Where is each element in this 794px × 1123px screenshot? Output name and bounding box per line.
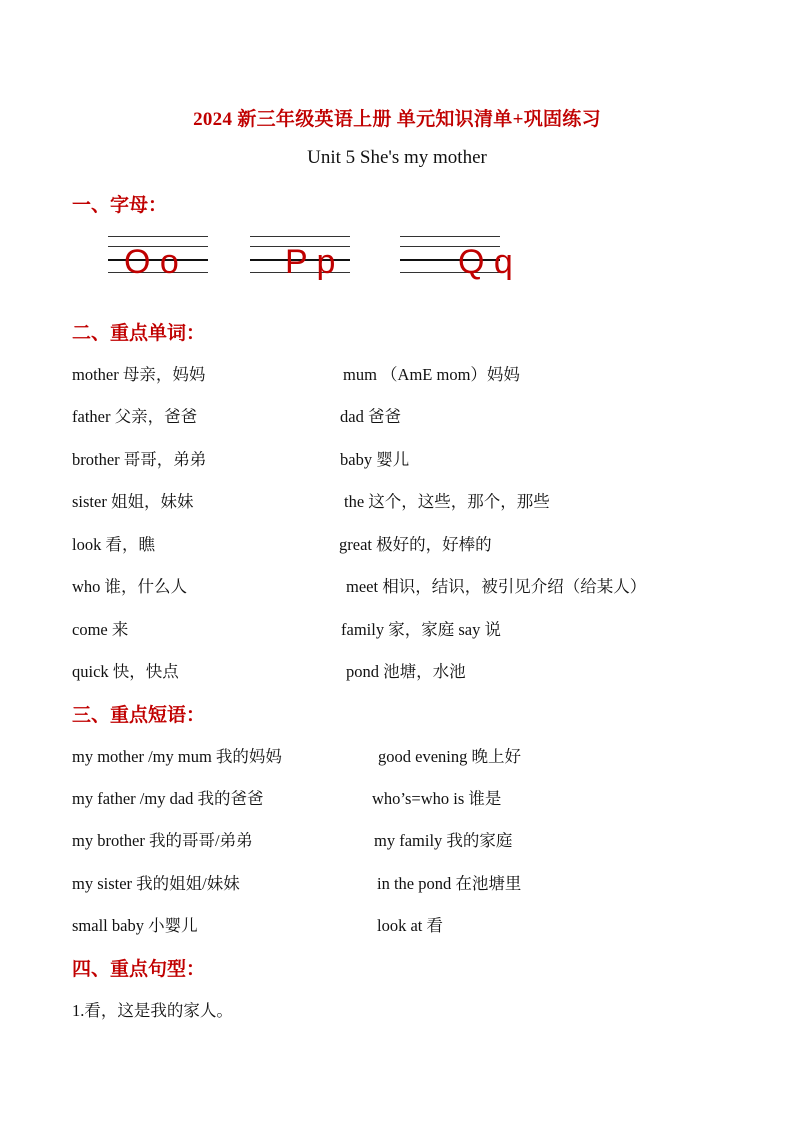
letter-glyphs: P p xyxy=(285,243,336,281)
word-right: the 这个，这些，那个，那些 xyxy=(344,492,550,511)
phrase-right: good evening 晚上好 xyxy=(378,747,521,766)
word-right: dad 爸爸 xyxy=(340,407,401,426)
phrase-left: my mother /my mum 我的妈妈 xyxy=(72,747,282,766)
letter-glyphs: O o xyxy=(124,243,179,281)
word-left: who 谁，什么人 xyxy=(72,577,188,596)
word-right: meet 相识，结识，被引见介绍（给某人） xyxy=(346,577,647,596)
sentences-heading: 四、重点句型： xyxy=(72,959,206,980)
phrase-right: who’s=who is 谁是 xyxy=(372,789,502,808)
word-left: come 来 xyxy=(72,620,129,639)
phrase-right: look at 看 xyxy=(377,916,443,935)
phrase-left: my brother 我的哥哥/弟弟 xyxy=(72,831,253,850)
unit-subtitle: Unit 5 She's my mother xyxy=(307,147,487,168)
phrase-right: in the pond 在池塘里 xyxy=(377,874,522,893)
phrases-heading: 三、重点短语： xyxy=(72,705,206,726)
word-right: pond 池塘，水池 xyxy=(346,662,466,681)
word-left: mother 母亲，妈妈 xyxy=(72,365,206,384)
page-title: 2024 新三年级英语上册 单元知识清单+巩固练习 xyxy=(193,109,601,130)
word-right: mum （AmE mom）妈妈 xyxy=(343,365,520,384)
words-heading: 二、重点单词： xyxy=(72,323,206,344)
word-left: father 父亲，爸爸 xyxy=(72,407,198,426)
sentence-item: 1.看，这是我的家人。 xyxy=(72,1001,233,1020)
phrase-left: my father /my dad 我的爸爸 xyxy=(72,789,264,808)
letter-block-p xyxy=(250,236,350,286)
letter-block-o xyxy=(108,236,208,286)
phrase-left: small baby 小婴儿 xyxy=(72,916,198,935)
word-left: sister 姐姐，妹妹 xyxy=(72,492,194,511)
letter-glyphs: Q q xyxy=(458,243,513,281)
word-right: baby 婴儿 xyxy=(340,450,410,469)
letters-heading: 一、字母： xyxy=(72,195,168,216)
word-left: look 看，瞧 xyxy=(72,535,155,554)
word-right: great 极好的，好棒的 xyxy=(339,535,492,554)
word-right: family 家，家庭 say 说 xyxy=(341,620,501,639)
phrase-left: my sister 我的姐姐/妹妹 xyxy=(72,874,240,893)
word-left: brother 哥哥，弟弟 xyxy=(72,450,207,469)
word-left: quick 快，快点 xyxy=(72,662,179,681)
phrase-right: my family 我的家庭 xyxy=(374,831,513,850)
letter-block-q xyxy=(400,236,513,286)
